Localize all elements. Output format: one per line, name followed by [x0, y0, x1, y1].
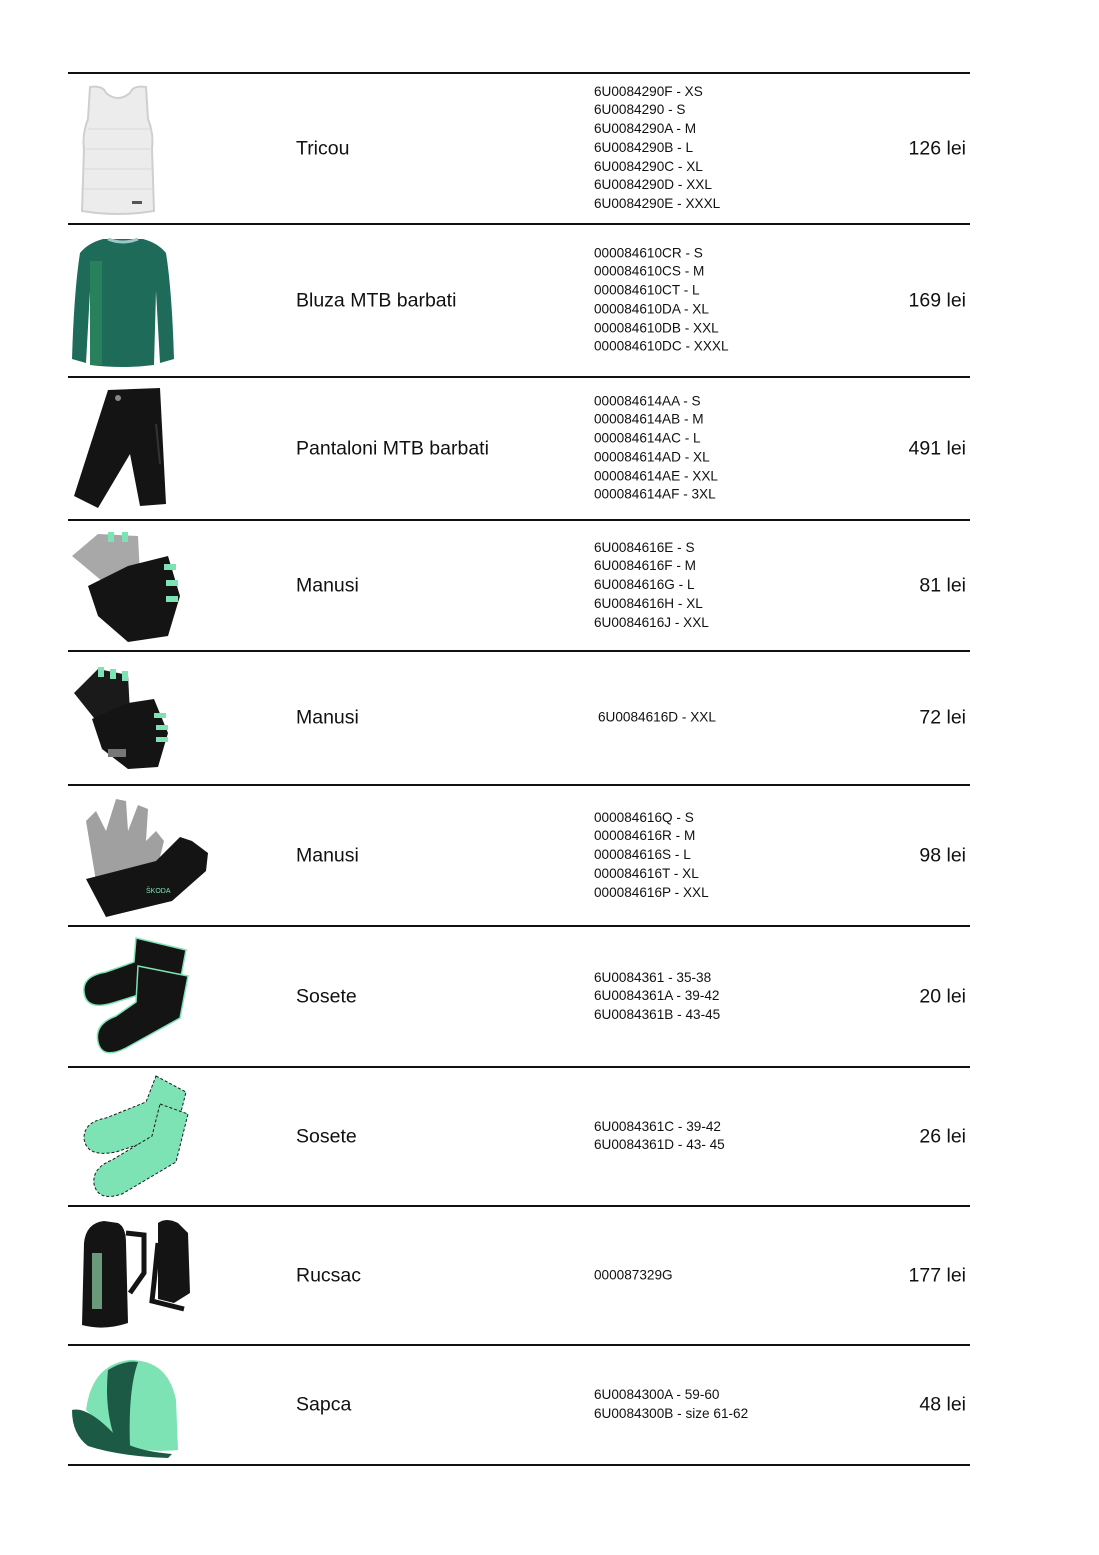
product-code: 000084610CS - M	[594, 263, 705, 279]
tank-top-icon	[68, 79, 168, 219]
product-code: 6U0084290 - S	[594, 102, 686, 118]
product-price: 169 lei	[908, 289, 966, 311]
svg-text:ŠKODA: ŠKODA	[146, 887, 171, 895]
product-row	[68, 74, 970, 223]
product-code: 6U0084616J - XXL	[594, 614, 709, 630]
socks-icon	[76, 1072, 191, 1202]
product-image-cap	[68, 1346, 218, 1464]
socks-icon	[76, 932, 191, 1062]
product-row	[68, 521, 970, 650]
product-code: 6U0084616D - XXL	[598, 709, 716, 725]
jersey-icon	[68, 231, 178, 371]
product-code: 000084610CR - S	[594, 245, 703, 261]
product-code: 6U0084290D - XXL	[594, 177, 712, 193]
product-name: Rucsac	[296, 1264, 362, 1286]
product-image-fingerless-gloves-black	[68, 652, 218, 784]
product-code: 000084616R - M	[594, 828, 696, 844]
cap-icon	[68, 1350, 183, 1460]
product-code: 000084614AE - XXL	[594, 468, 718, 484]
product-price: 98 lei	[919, 844, 966, 866]
product-code: 6U0084616E - S	[594, 539, 695, 555]
product-code: 000084610CT - L	[594, 282, 700, 298]
glove-icon	[68, 526, 188, 646]
product-name: Sapca	[296, 1393, 352, 1416]
product-name: Bluza MTB barbati	[296, 289, 457, 311]
product-codes	[594, 1266, 673, 1285]
product-codes	[594, 1118, 725, 1156]
product-code: 6U0084290E - XXXL	[594, 196, 721, 212]
product-code: 6U0084300A - 59-60	[594, 1387, 720, 1403]
product-row	[68, 927, 970, 1066]
product-codes	[598, 709, 716, 728]
product-price: 81 lei	[919, 574, 966, 596]
product-price: 491 lei	[908, 437, 966, 459]
product-codes	[594, 392, 718, 505]
product-table	[68, 72, 970, 1466]
product-code: 6U0084361B - 43-45	[594, 1006, 721, 1022]
product-codes	[594, 809, 709, 903]
product-image-fingerless-gloves	[68, 521, 218, 650]
product-codes	[594, 968, 720, 1024]
product-code: 6U0084616G - L	[594, 577, 695, 593]
product-code: 000084614AD - XL	[594, 449, 710, 465]
shorts-icon	[68, 384, 178, 514]
backpack-icon	[74, 1213, 204, 1338]
product-price: 126 lei	[908, 137, 966, 159]
product-code: 000084616S - L	[594, 847, 691, 863]
product-image-full-finger-gloves	[68, 786, 226, 925]
product-price: 177 lei	[908, 1264, 966, 1286]
product-code: 6U0084290F - XS	[594, 83, 703, 99]
product-code: 000087329G	[594, 1267, 673, 1283]
product-image-shorts	[68, 378, 218, 519]
product-image-jersey	[68, 225, 218, 376]
product-code: 000084616T - XL	[594, 865, 699, 881]
product-image-backpack	[68, 1207, 224, 1344]
product-name: Tricou	[296, 137, 350, 159]
product-name: Sosete	[296, 1125, 357, 1147]
product-code: 000084614AA - S	[594, 393, 701, 409]
product-price: 26 lei	[919, 1125, 966, 1147]
product-code: 000084610DB - XXL	[594, 320, 719, 336]
glove-icon	[68, 663, 178, 773]
product-code: 000084614AC - L	[594, 430, 701, 446]
product-code: 6U0084290C - XL	[594, 158, 703, 174]
row-divider	[68, 1464, 970, 1466]
product-row	[68, 1207, 970, 1344]
product-code: 6U0084616H - XL	[594, 595, 703, 611]
product-codes	[594, 1386, 748, 1424]
product-name: Sosete	[296, 985, 357, 1007]
product-code: 6U0084361D - 43- 45	[594, 1137, 725, 1153]
product-row	[68, 652, 970, 784]
product-image-mint-socks	[68, 1068, 226, 1205]
product-row	[68, 786, 970, 925]
product-code: 000084616Q - S	[594, 809, 694, 825]
product-code: 6U0084361A - 39-42	[594, 988, 720, 1004]
product-code: 6U0084290A - M	[594, 121, 697, 137]
product-code: 000084614AB - M	[594, 411, 704, 427]
product-code: 6U0084361 - 35-38	[594, 969, 712, 985]
product-price: 72 lei	[919, 706, 966, 729]
product-name: Manusi	[296, 574, 359, 596]
product-code: 000084616P - XXL	[594, 884, 709, 900]
product-code: 6U0084290B - L	[594, 140, 694, 156]
product-price: 48 lei	[919, 1393, 966, 1416]
product-price: 20 lei	[919, 985, 966, 1007]
product-name: Manusi	[296, 844, 359, 866]
product-code: 000084614AF - 3XL	[594, 487, 716, 503]
glove-icon	[76, 791, 211, 921]
product-image-black-socks	[68, 927, 226, 1066]
product-codes	[594, 244, 729, 357]
product-row	[68, 1068, 970, 1205]
product-name: Pantaloni MTB barbati	[296, 437, 489, 459]
product-row	[68, 1346, 970, 1464]
product-code: 6U0084616F - M	[594, 558, 697, 574]
product-code: 000084610DC - XXXL	[594, 339, 729, 355]
product-code: 000084610DA - XL	[594, 301, 709, 317]
product-row	[68, 225, 970, 376]
product-code: 6U0084300B - size 61-62	[594, 1406, 749, 1421]
product-row	[68, 378, 970, 519]
product-name: Manusi	[296, 706, 359, 729]
product-codes	[594, 539, 709, 633]
product-code: 6U0084361C - 39-42	[594, 1118, 721, 1134]
product-image-tank-top	[68, 74, 218, 223]
product-codes	[594, 83, 720, 215]
